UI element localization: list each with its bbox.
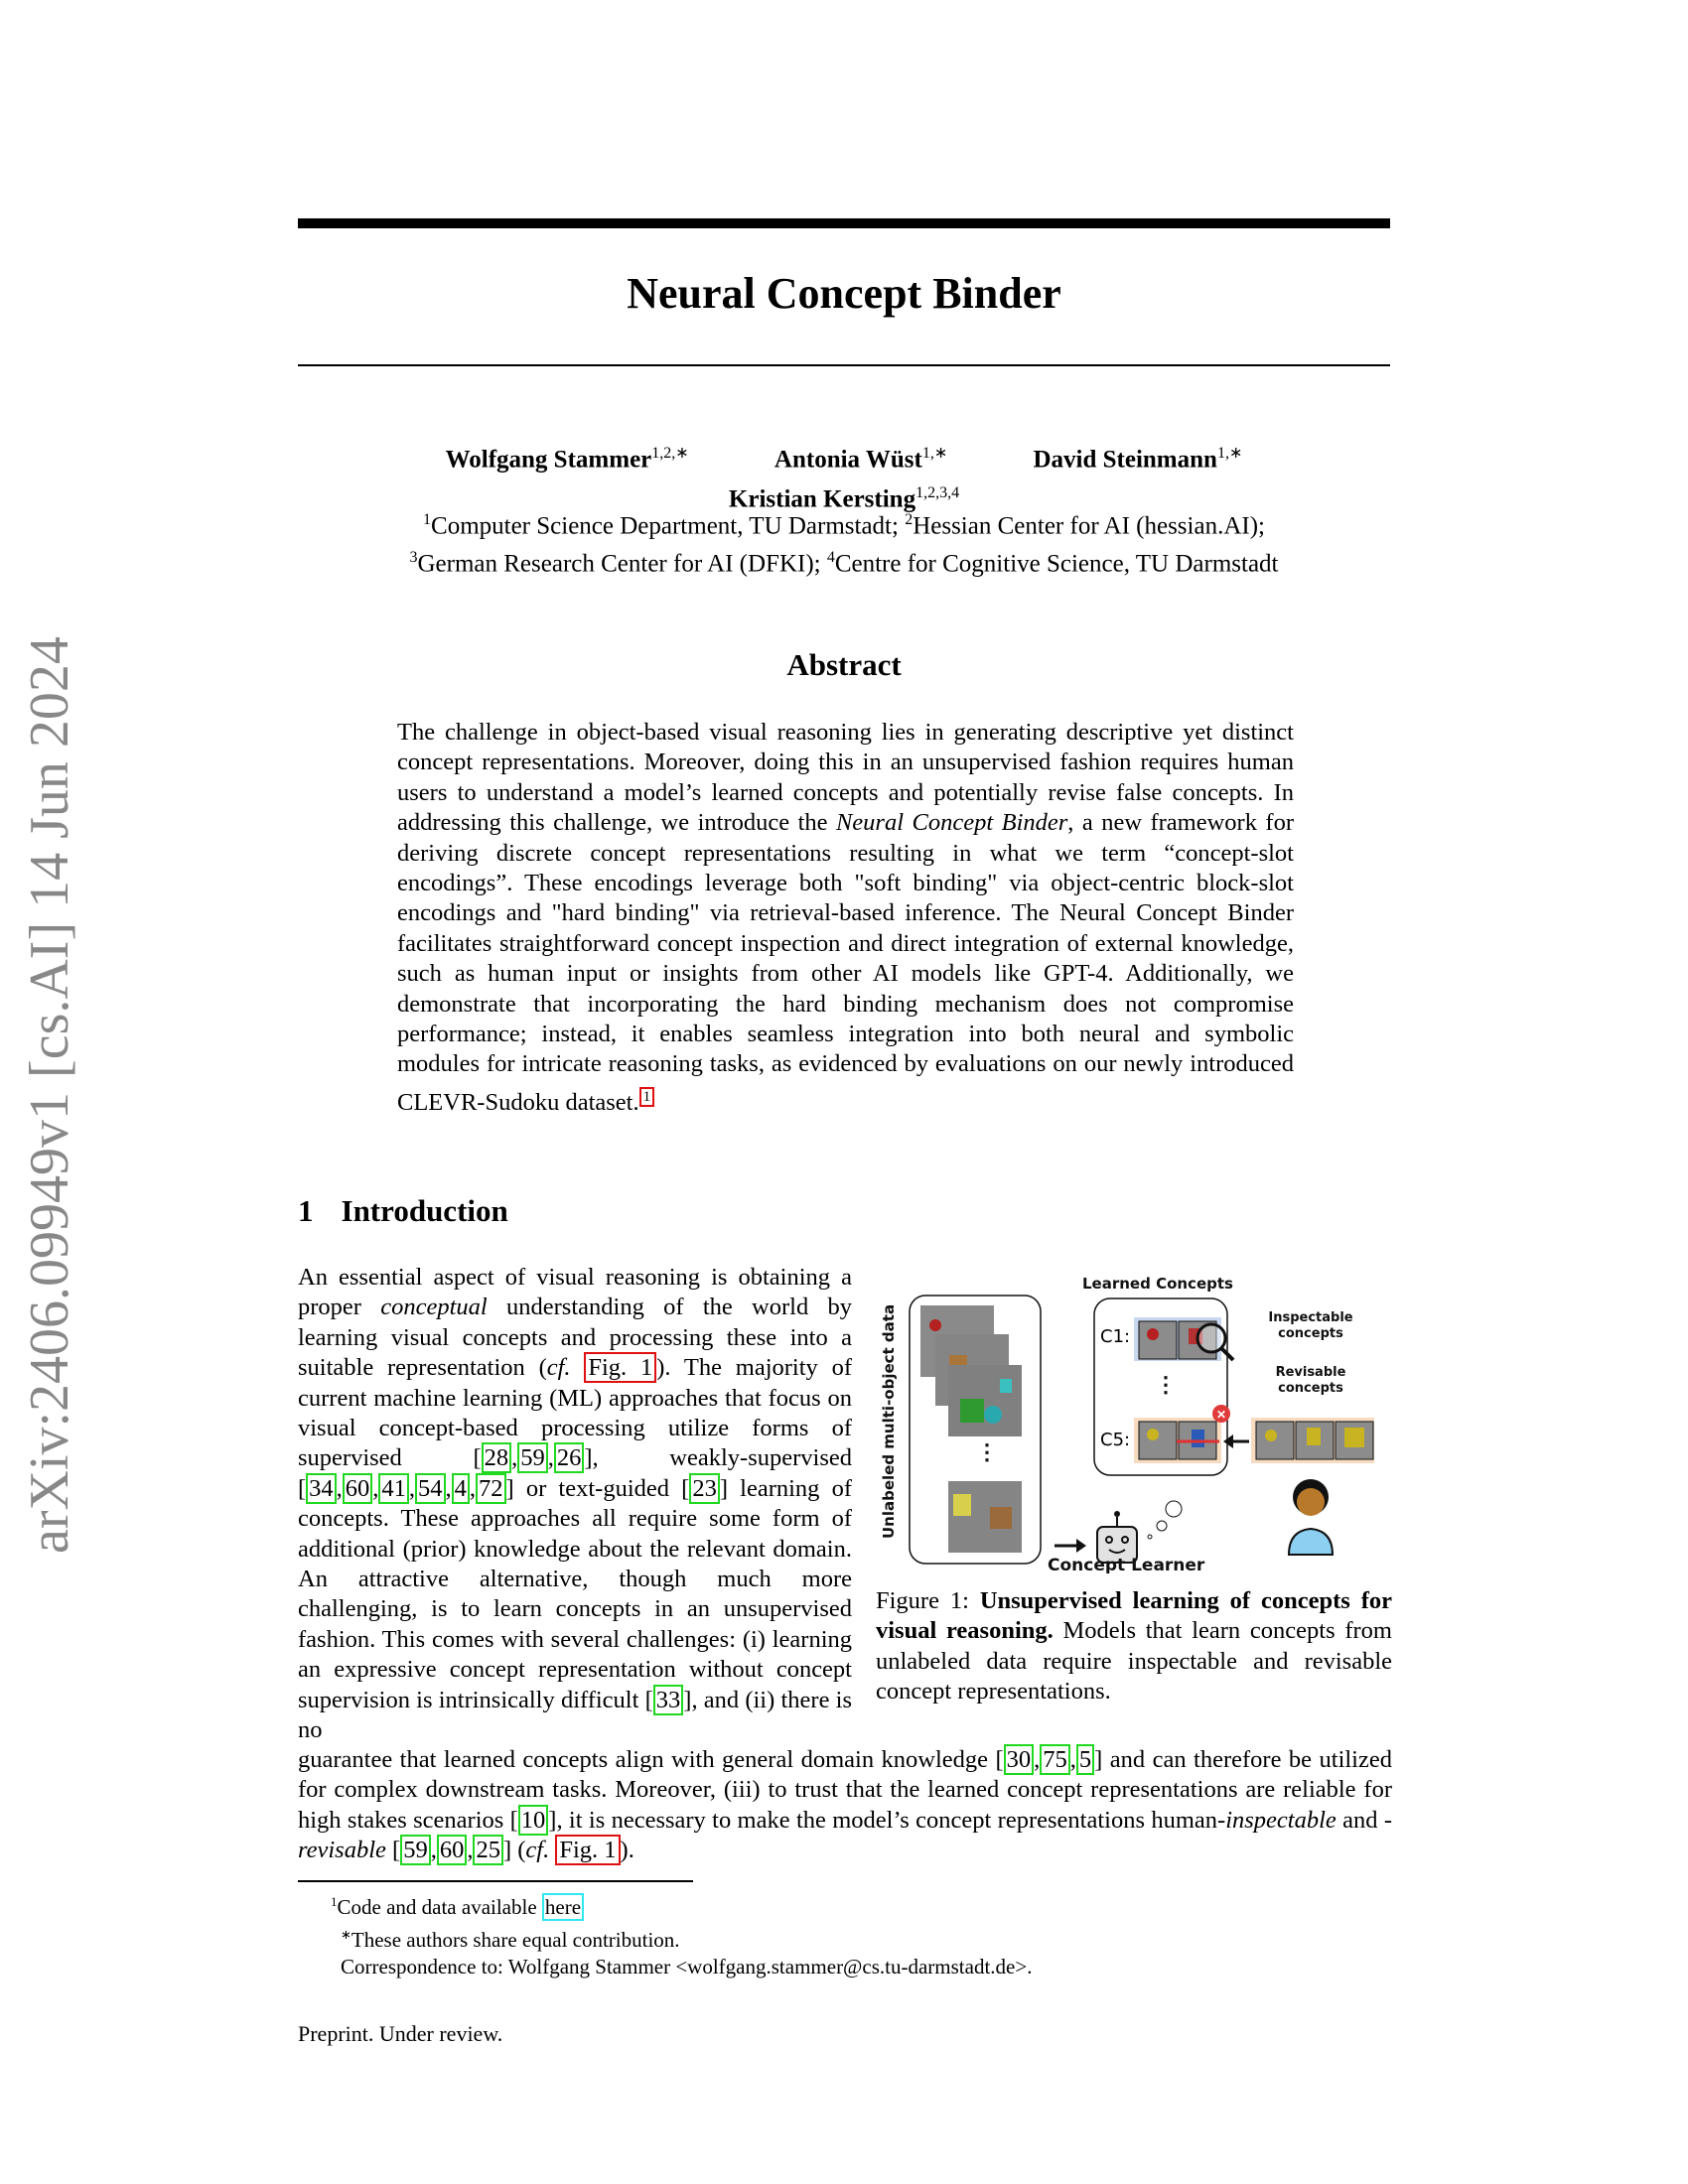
footnote-link[interactable]: 1 — [639, 1087, 655, 1107]
figure-1-link[interactable]: Fig. 1 — [584, 1352, 656, 1383]
svg-text:concepts: concepts — [1278, 1326, 1343, 1341]
author: David Steinmann$^{1,∗}$ — [1033, 445, 1243, 474]
author: Wolfgang Stammer$^{1,2,∗}$ — [445, 445, 689, 474]
citation-link[interactable]: 23 — [689, 1473, 720, 1504]
figure-1 — [874, 1271, 1392, 1573]
introduction-paragraph-continued: guarantee that learned concepts align with general domain knowledge [ 30 , 75 , 5 ] and can therefore be utilized for complex downstream tasks. Moreover, (iii) to trust that the learned concept representations are reliable for high stakes scenarios [ 10 ], it is necessary to make the model’s concept representations human-inspectable and -revisable [ 59 , 60 , 25 ] (cf. Fig. 1 ). — [298, 1746, 1392, 1864]
citation-link[interactable]: 59 — [400, 1835, 431, 1865]
affiliations: $^1$Computer Science Department, TU Darmstadt; $^2$Hessian Center for AI (hessian.AI); $^3$German Research Center for AI (DFKI); $^4$Centre for Cognitive Science, TU Darmstadt — [409, 511, 1279, 578]
svg-text:Inspectable: Inspectable — [1268, 1310, 1353, 1325]
author: Antonia Wüst$^{1,∗}$ — [774, 445, 948, 474]
svg-text:concepts: concepts — [1278, 1381, 1343, 1396]
footnote-equal-contribution: ∗These authors share equal contribution. — [341, 1927, 680, 1952]
section-heading-introduction: 1 Introduction — [298, 1193, 508, 1228]
footnote-correspondence: Correspondence to: Wolfgang Stammer <wolfgang.stammer@cs.tu-darmstadt.de>. — [341, 1955, 1033, 1979]
author: Kristian Kersting$^{1,2,3,4}$ — [728, 484, 960, 513]
citation-link[interactable]: 30 — [1004, 1744, 1035, 1775]
citation-link[interactable]: 72 — [476, 1473, 506, 1504]
arxiv-identifier-stamp: arXiv:2406.09949v1 [cs.AI] 14 Jun 2024 — [19, 636, 80, 1554]
citation-link[interactable]: 34 — [306, 1473, 337, 1504]
concept-learner-label: Concept Learner — [1048, 1556, 1205, 1573]
svg-text:⋮: ⋮ — [1155, 1372, 1177, 1397]
learned-concepts-label: Learned Concepts — [1082, 1275, 1233, 1293]
svg-text:Revisable: Revisable — [1275, 1365, 1346, 1380]
abstract-heading: Abstract — [786, 647, 902, 682]
footnotes — [331, 1888, 1032, 1980]
footnote-rule — [298, 1880, 693, 1882]
footnote-1: $^1$Code and data available here — [331, 1888, 1032, 1921]
figure-1-caption: Figure 1: Unsupervised learning of concepts for visual reasoning. Models that learn concepts from unlabeled data require inspectable and revisable concept representations. — [876, 1587, 1392, 1706]
citation-link[interactable]: 10 — [518, 1805, 549, 1836]
citation-link[interactable]: 60 — [343, 1473, 373, 1504]
code-data-link[interactable]: here — [542, 1893, 584, 1921]
citation-link[interactable]: 33 — [653, 1685, 684, 1715]
citation-link[interactable]: 60 — [437, 1835, 468, 1865]
svg-text:⋮: ⋮ — [976, 1439, 998, 1464]
svg-text:C5:: C5: — [1100, 1430, 1131, 1450]
title-top-rule — [298, 218, 1390, 228]
introduction-paragraph: An essential aspect of visual reasoning is obtaining a proper conceptual understanding of the world by learning visual concepts and processing these into a suitable representation (cf. Fig. 1 ). The majority of current machine learning (ML) approaches that focus on visual concept-based processing utilize forms of supervised [ 28 , 59 , 26 ], weakly-supervised [ 34 , 60 , 41 , 54 , 4 , 72 ] or text-guided [ 23 ] learning of concepts. These approaches all require some form of additional (prior) knowledge about the relevant domain. An attractive alternative, though much more challenging, is to learn concepts in an unsupervised fashion. This comes with several challenges: (i) learning an expressive concept representation without concept supervision is intrinsically difficult [ 33 ], and (ii) there is no — [298, 1264, 853, 1744]
preprint-note: Preprint. Under review. — [298, 2021, 503, 2046]
abstract-body: The challenge in object-based visual reasoning lies in generating descriptive yet distinct concept representations. Moreover, doing this in an unsupervised fashion requires human users to understand a model’s learned concepts and potentially revise false concepts. In addressing this challenge, we introduce the Neural Concept Binder, a new framework for deriving discrete concept representations resulting in what we term “concept-slot encodings”. These encodings leverage both "soft binding" via object-centric block-slot encodings and "hard binding" via retrieval-based inference. The Neural Concept Binder facilitates straightforward concept inspection and direct integration of external knowledge, such as human input or insights from other AI models like GPT-4. Additionally, we demonstrate that incorporating the hard binding mechanism does not compromise performance; instead, it enables seamless integration into both neural and symbolic modules for intricate reasoning tasks, as evidenced by evaluations on our newly introduced CLEVR-Sudoku dataset. $^1$ — [397, 719, 1294, 1117]
citation-link[interactable]: 75 — [1040, 1744, 1070, 1775]
citation-link[interactable]: 5 — [1076, 1744, 1094, 1775]
svg-text:✕: ✕ — [1216, 1408, 1227, 1422]
citation-link[interactable]: 59 — [517, 1442, 548, 1473]
figure-side-label: Unlabeled multi-object data — [880, 1303, 898, 1539]
paper-title: Neural Concept Binder — [627, 269, 1061, 318]
svg-text:C1:: C1: — [1100, 1326, 1131, 1347]
title-bottom-rule — [298, 364, 1390, 366]
citation-link[interactable]: 54 — [415, 1473, 446, 1504]
citation-link[interactable]: 4 — [452, 1473, 470, 1504]
citation-link[interactable]: 26 — [554, 1442, 585, 1473]
citation-link[interactable]: 28 — [482, 1442, 512, 1473]
figure-1-link[interactable]: Fig. 1 — [555, 1835, 620, 1865]
citation-link[interactable]: 25 — [473, 1835, 503, 1865]
citation-link[interactable]: 41 — [378, 1473, 409, 1504]
